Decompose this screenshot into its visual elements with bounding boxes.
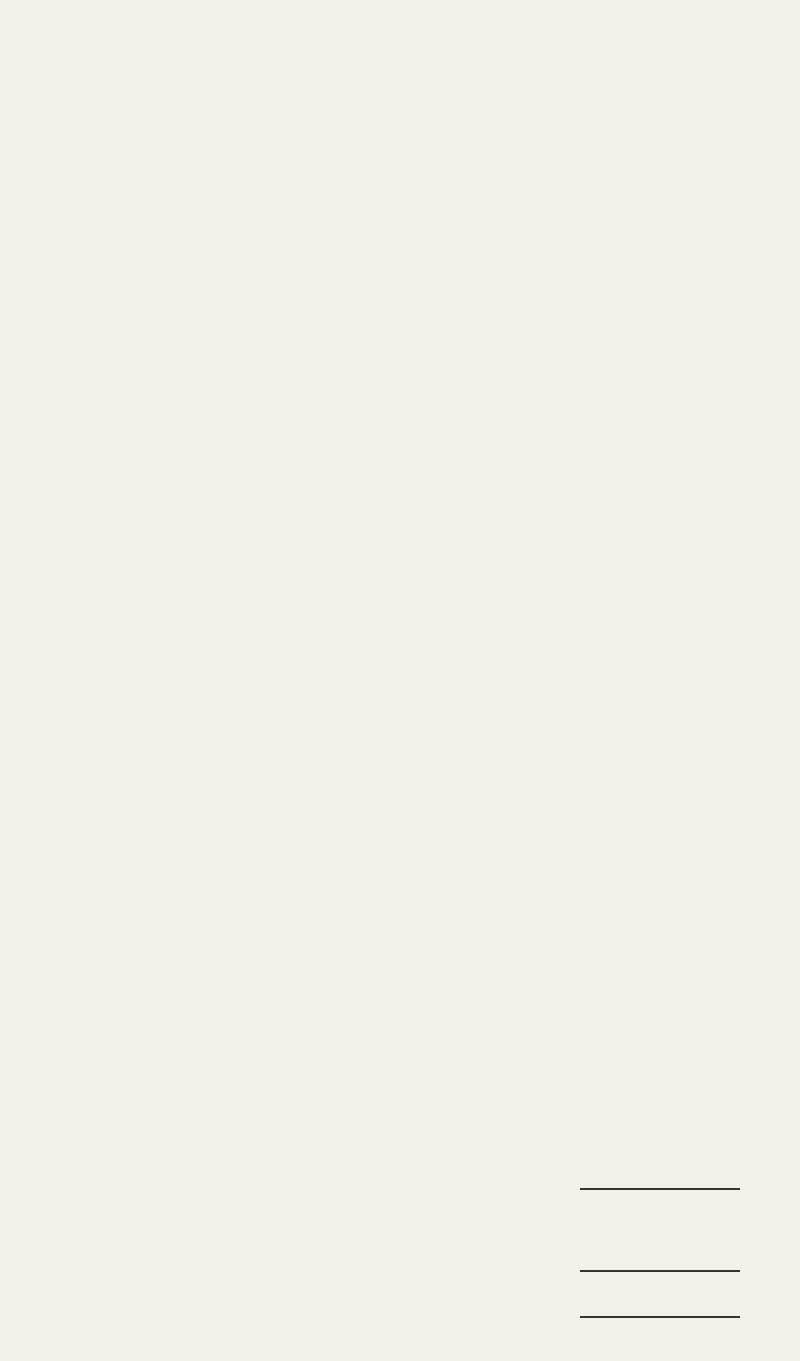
expenditure-row	[0, 939, 800, 963]
total-rule-top	[580, 1270, 740, 1272]
expenditure-row	[0, 1035, 800, 1059]
petty-cash-row	[0, 1240, 800, 1264]
expenditure-row	[0, 1011, 800, 1035]
transfer-row	[0, 1216, 800, 1240]
subtotal-rule	[580, 1188, 740, 1190]
grand-total-row	[0, 1288, 800, 1312]
expenditure-row	[0, 1131, 800, 1155]
total-rule-bottom	[580, 1316, 740, 1318]
expenditure-row	[0, 963, 800, 987]
subtotal-row	[0, 1192, 800, 1216]
expenditure-row	[0, 915, 800, 939]
expenditure-row	[0, 1059, 800, 1083]
expenditure-row	[0, 1083, 800, 1107]
expenditure-row	[0, 1107, 800, 1131]
expenditure-row	[0, 1155, 800, 1179]
expenditure-row	[0, 987, 800, 1011]
